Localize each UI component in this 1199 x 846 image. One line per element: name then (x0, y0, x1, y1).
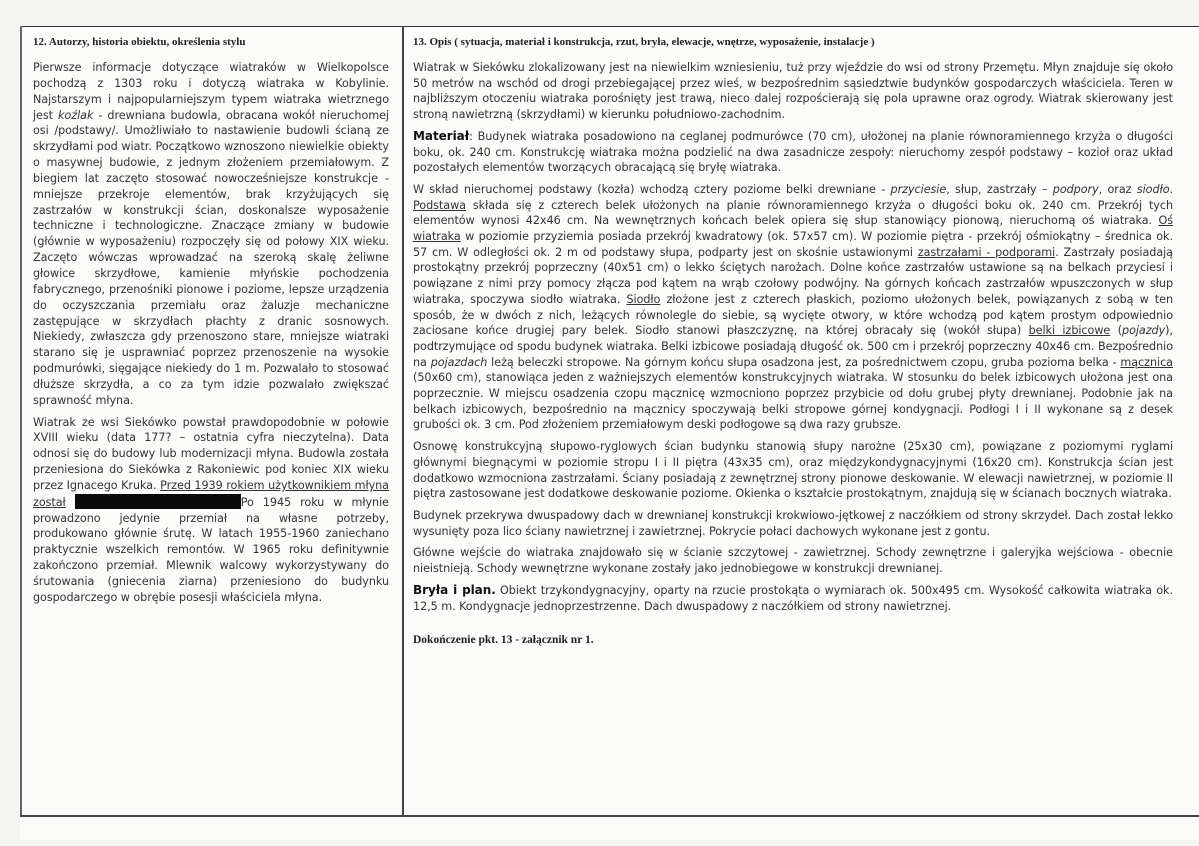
text-run: , oraz (1098, 182, 1137, 196)
description-paragraph-walls: Osnowę konstrukcyjną słupowo-ryglowych ścian budynku stanowią słupy narożne (25x30 cm), powiązane z poziomymi ryglami głównymi biegnącymi w poziomie stropu I i II piętra (43x35 cm), oraz międzykondygnacyjnymi (16x20 cm). Konstrukcja ścian jest dodatkowo wzmocniona zastrzałami. Ściany posiadają z zewnętrznej strony pionowe deskowanie. W elewacji nawietrznej, w poziomie II piętra zastosowane jest dodatkowe deskowanie poziome. Okienka o kształcie prostokątnym, znajdują się w ścianach bocznych wiatraka. (413, 440, 1173, 501)
history-paragraph-2 (33, 415, 389, 606)
description-paragraph-material (413, 129, 1173, 176)
redaction-box (75, 494, 105, 509)
text-run: leżą beleczki stropowe. Na górnym końcu słupa osadzona jest, za pośrednictwem czopu, gruba pozioma belka - (487, 355, 1121, 369)
text-run: Obiekt trzykondygnacyjny, oparty na rzucie prostokąta o wymiarach ok. 500x495 cm. Wysokość całkowita wiatraka ok. 12,5 m. Kondygnacje jednoprzestrzenne. Dach dwuspadowy z naczółkiem od strony nawietrznej. (413, 583, 1173, 613)
section-13-heading: 13. Opis ( sytuacja, materiał i konstrukcja, rzut, bryła, elewacje, wnętrze, wyposażenie, instalacje ) (413, 36, 875, 48)
text-run: Wiatrak ze wsi Siekówko powstał prawdopodobnie w połowie XVIII wieku (data 177? – ostatnia cyfra nieczytelna). Data odnosi się do budowy lub modernizacji młyna. Budowla została przeniesiona do Siekówka z Rakoniewic pod koniec XIX wieku przez Ignacego Kruka. (33, 415, 389, 492)
description-paragraph-location: Wiatrak w Siekówku zlokalizowany jest na niewielkim wzniesieniu, tuż przy wjeździe do wsi od strony Przemętu. Młyn znajduje się około 50 metrów na wschód od drogi przebiegającej przez wieś, w bezpośrednim sąsiedztwie budynków gospodarczych właściciela. Teren w najbliższym otoczeniu wiatraka porośnięty jest trawą, nieco dalej rozpościerają się pola uprawne oraz ogrody. Wiatrak skierowany jest stroną nawietrzną (skrzydłami) w kierunku południowo-zachodnim. (413, 61, 1173, 122)
term-siodlo-2: Siodło (626, 292, 661, 306)
section-12-heading: 12. Autorzy, historia obiektu, określenia stylu (33, 36, 246, 48)
text-run: : Budynek wiatraka posadowiono na ceglanej podmurówce (70 cm), ułożonej na planie równoramiennego krzyża o długości boku, ok. 240 cm. Konstrukcję wiatraka można podzielić na dwa zasadnicze zespoły: nieruchomy zespół podstawy – kozioł oraz układ pozostałych elementów tworzących obracającą się bryłę wiatraka. (413, 129, 1173, 175)
column-divider (402, 26, 404, 816)
text-run: . Zastrzały posiadają prostokątny przekrój poprzeczny (40x51 cm) o lekko ściętych narożach. Dolne końce zastrzałów ustawione są na belkach przyciesi i powiązane z nimi przy pomocy złącza pod kątem na wrąb czołowy podwójny. Na górnych końcach zastrzałów wpuszczonych w słup wiatraka, spoczywa siodło wiatraka. (413, 245, 1173, 306)
term-podstawa: Podstawa (413, 198, 466, 212)
history-paragraph-1 (33, 60, 389, 409)
text-run: W skład nieruchomej podstawy (kozła) wchodzą cztery poziome belki drewniane - (413, 182, 891, 196)
text-run: Pierwsze informacje dotyczące wiatraków w Wielkopolsce pochodzą z 1303 roku i dotyczą wiatraka w Kobylinie. Najstarszym i najpopularniejszym typem wiatraka wietrznego jest (33, 61, 389, 122)
term-przyciesie: przyciesie (890, 182, 947, 196)
text-run: Po 1945 roku w młynie prowadzono jedynie przemiał na własne potrzeby, produkowano głównie śrutę. W latach 1955-1960 zaniechano praktycznie wszelkich remontów. W 1965 roku definitywnie zakończono przemiał. Mlewnik walcowy wykorzystywany do śrutowania (gniecenia ziarna) przeniesiono do budynku gospodarczego w obrębie posesji właściciela młyna. (33, 495, 389, 604)
bottom-border (20, 815, 1199, 817)
term-pojazdach: pojazdach (430, 355, 488, 369)
text-run: ), podtrzymujące od spodu budynek wiatraka. Belki izbicowe posiadają długość ok. 500 cm i przekrój poprzeczny 40x46 cm. Bezpośrednio na (413, 324, 1173, 369)
term-macznica: mącznica (1120, 355, 1173, 369)
text-run: . (1169, 182, 1173, 196)
description-paragraph-roof: Budynek przekrywa dwuspadowy dach w drewnianej konstrukcji krokwiowo-jętkowej z naczółkiem od strony skrzydeł. Dach został lekko wysunięty poza lico ściany nawietrznej i zawietrznej. Pokrycie połaci dachowych wykonane jest z gontu. (413, 508, 1173, 538)
material-lead: Materiał (413, 128, 470, 143)
left-border (20, 26, 22, 816)
term-os-wiatraka: Oś wiatraka (413, 214, 1173, 244)
form-lead: Bryła i plan. (413, 582, 496, 597)
term-podpory: podpory (1052, 182, 1099, 196)
term-zastrzaly: zastrzałami - podporami (917, 245, 1056, 259)
redaction-box (105, 494, 241, 509)
description-section (413, 36, 1173, 646)
description-paragraph-structure (413, 182, 1173, 433)
term-pojazdy: pojazdy (1122, 324, 1166, 338)
text-run: złożone jest z czterech płaskich, poziomo ułożonych belek, powiązanych z sobą w ten sposób, że w dwóch z nich, leżących równolegle do siebie, są wycięte otwory, w które wchodzą pod kątem prostym odpowiednio zaciosane końce drugiej pary belek. Siodło stanowi płaszczyznę, na której obracały się (wokół słupa) (413, 292, 1173, 338)
term-kozlak: koźlak (58, 108, 94, 122)
text-run: , słup, zastrzały – (946, 182, 1053, 196)
term-belki-izbicowe: belki izbicowe (1028, 324, 1111, 338)
text-run: składa się z czterech belek ułożonych na planie równoramiennego krzyża o długości boku ok. 240 cm. Przekrój tych elementów wynosi 42x46 cm. Na wewnętrznych końcach belek opiera się słup stanowiący pionową, nieruchomą oś wiatraka. (413, 198, 1173, 228)
text-run: w poziomie przyziemia posiada przekrój kwadratowy (ok. 57x57 cm). W poziomie piętra - przekrój ośmiokątny – średnica ok. 57 cm. W odległości ok. 2 m od podstawy słupa, podparty jest on skośnie ustawionymi (413, 230, 1173, 259)
term-siodlo: siodło (1136, 182, 1170, 196)
continuation-note: Dokończenie pkt. 13 - załącznik nr 1. (413, 634, 594, 647)
history-section (33, 36, 389, 612)
text-run: - drewniana budowla, obracana wokół nieruchomej osi /podstawy/. Umożliwiało to nastawienie budowli ścianą ze skrzydłami pod wiatr. Początkowo wznoszono niewielkie obiekty o masywnej budowie, z jednym złożeniem przemiałowym. Z biegiem lat zaczęto stosować nowocześniejsze konstrukcje - mniejsze przekroje elementów, brak krzyżujących się zastrzałów w konstrukcji ścian, doskonalsze wyposażenie techniczne i technologiczne. Znaczące zmiany w budowie (głównie w wyposażeniu) rozpoczęły się od połowy XIX wieku. Zaczęto wówczas wprowadzać na szeroką skalę żeliwne głowice skrzydłowe, kamienie młyńskie pochodzenia fabrycznego, przenośniki pionowe i poziome, lepsze urządzenia do oczyszczania przemiału oraz żaluzje mechaniczne zastępujące w skrzydłach płachty z dranic sosnowych. Niekiedy, zwłaszcza gdy przenoszono stare, mniejsze wiatraki starano się je usprawniać poprzez przenoszenie na wysokie podmurówki, sięgające niekiedy do 1 m. Pozwalało to stosować dłuższe skrzydła, a co za tym idzie pozwalało zwiększać sprawność młyna. (33, 108, 389, 407)
text-run: ( (1110, 324, 1123, 338)
underlined-owner-note: Przed 1939 rokiem użytkownikiem młyna został (33, 478, 389, 509)
text-run: (50x60 cm), stanowiąca jeden z ważniejszych elementów konstrukcyjnych wiatraka. W stosunku do belek izbicowych ułożona jest ona poprzecznie. W miejscu osadzenia czopu mącznicę wzmocniono poprzez przybicie od dołu grubej płyty drewnianej. Podobnie jak na belkach izbicowych, bezpośrednio na mącznicy spoczywają belki stropowe górnej kondygnacji. Podłogi I i II wykonane są z desek grubości ok. 3 cm. Pod złożeniem przemiałowym deski podłogowe są dwa razy grubsze. (413, 371, 1173, 432)
description-paragraph-form (413, 583, 1173, 614)
description-paragraph-entrance: Główne wejście do wiatraka znajdowało się w ścianie szczytowej - zawietrznej. Schody zewnętrzne i galeryjka wejściowa - obecnie nieistnieją. Schody wewnętrzne wykonane zostały jako jednobiegowe w konstrukcji drewnianej. (413, 546, 1173, 576)
